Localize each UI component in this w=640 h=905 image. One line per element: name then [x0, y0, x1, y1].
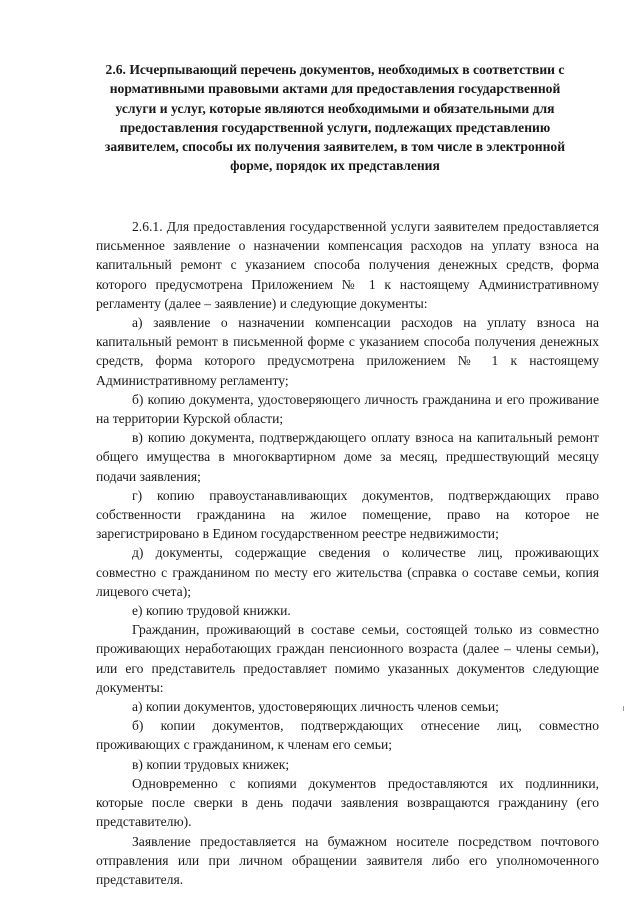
section-heading: 2.6. Исчерпывающий перечень документов, необходимых в соответствии с нормативными правовыми актами для предоставления государственной услуги и услуг, которые являются необходимыми и обязательными для предоставления государственной услуги, подлежащих представлению заявителем, способы их получения заявителем, в том числе в электронной форме, порядок их представления [104, 62, 566, 174]
list-item-v: в) копию документа, подтверждающего оплату взноса на капитальный ремонт общего имущества в многоквартирном доме за месяц, предшествующий месяцу подачи заявления; [96, 430, 599, 484]
scan-margin-mark [623, 706, 624, 711]
list-item-d: д) документы, содержащие сведения о количестве лиц, проживающих совместно с гражданином по месту его жительства (справка о составе семьи, копия лицевого счета); [96, 545, 599, 599]
paragraph-2-6-1: 2.6.1. Для предоставления государственной услуги заявителем предоставляется письменное заявление о назначении компенсация расходов на уплату взноса на капитальный ремонт с указанием способа получения денежных средств, форма которого предусмотрена Приложением № 1 к настоящему Административному регламенту (далее – заявление) и следующие документы: [96, 219, 599, 311]
list-item-a: а) заявление о назначении компенсации расходов на уплату взноса на капитальный ремонт в письменной форме с указанием способа получения денежных средств, форма которого предусмотрена приложением № 1 к настоящему Административному регламенту; [96, 315, 599, 388]
document-body [96, 217, 599, 889]
family-list-item-b: б) копии документов, подтверждающих отнесение лиц, совместно проживающих с гражданином, к членам его семьи; [96, 718, 599, 753]
list-item-b: б) копию документа, удостоверяющего личность гражданина и его проживание на территории Курской области; [96, 391, 599, 427]
list-item-g: г) копию правоустанавливающих документов, подтверждающих право собственности гражданина на жилое помещение, право на которое не зарегистрировано в Едином государственном реестре недвижимости; [96, 487, 599, 542]
paragraph-originals: Одновременно с копиями документов предоставляются их подлинники, которые после сверки в день подачи заявления возвращаются гражданину (его представителю). [96, 775, 599, 830]
paragraph-submission: Заявление предоставляется на бумажном носителе посредством почтового отправления или при личном обращении заявителя либо его уполномоченного представителя. [96, 833, 599, 887]
family-list-item-v: в) копии трудовых книжек; [132, 756, 290, 772]
family-list-item-a: а) копии документов, удостоверяющих личность членов семьи; [132, 699, 499, 715]
paragraph-family: Гражданин, проживающий в составе семьи, состоящей только из совместно проживающих неработающих граждан пенсионного возраста (далее – члены семьи), или его представитель предоставляет помимо указанных документов следующие документы: [96, 622, 599, 695]
list-item-e: е) копию трудовой книжки. [132, 603, 291, 619]
